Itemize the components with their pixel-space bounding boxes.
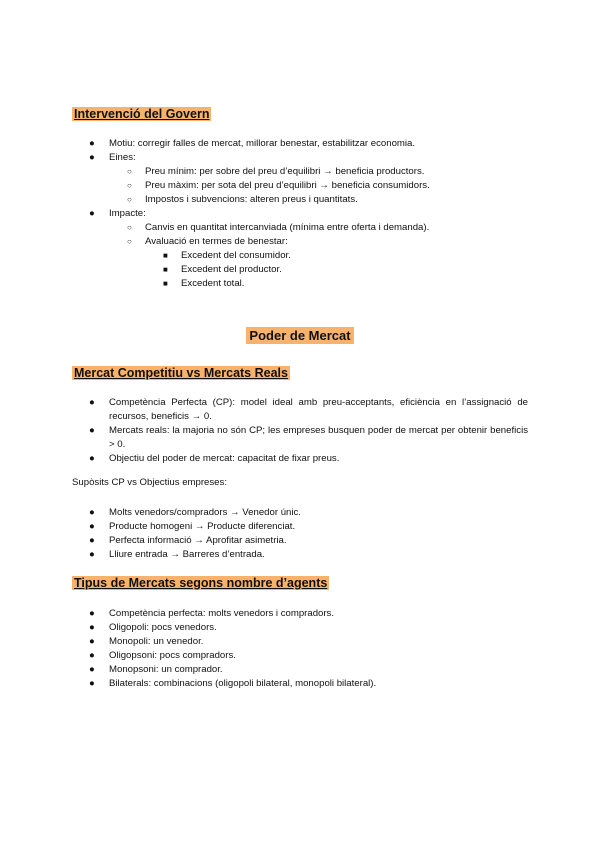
bullet-icon: ● (89, 535, 95, 546)
bullet-icon: ● (89, 664, 95, 675)
list-item: ■ Excedent total. (163, 278, 245, 289)
section-govern (72, 105, 528, 123)
list-item: ● Impacte: (89, 208, 146, 219)
bullet-icon: ● (89, 453, 95, 464)
list-item: ● Bilaterals: combinacions (oligopoli bilateral, monopoli bilateral). (89, 678, 377, 689)
suposits-list (72, 506, 528, 562)
list-item: ● Competència perfecta: molts venedors i compradors. (89, 608, 335, 619)
list-item: ● Perfecta informació → Aprofitar asimetria. (89, 535, 287, 546)
list-item: ● Motiu: corregir falles de mercat, millorar benestar, estabilitzar economia. (89, 138, 416, 149)
bullet-icon: ■ (163, 265, 168, 274)
list-item: ● Competència Perfecta (CP): model ideal amb preu-acceptants, eficiència en l’assignació de recursos, beneficis → 0. (89, 397, 528, 422)
list-item: ● Monopsoni: un comprador. (89, 664, 223, 675)
list-item: ■ Excedent del productor. (163, 264, 282, 275)
list-item: ○ Avaluació en termes de benestar: (127, 236, 288, 247)
bullet-icon: ● (89, 549, 95, 560)
bullet-icon: ● (89, 521, 95, 532)
section-heading-govern: Intervenció del Govern (74, 107, 210, 121)
list-item: ● Oligopsoni: pocs compradors. (89, 650, 236, 661)
list-item: ○ Preu mínim: per sobre del preu d’equilibri → beneficia productors. (127, 166, 425, 177)
tipus-list (72, 607, 528, 691)
list-item: ● Mercats reals: la majoria no són CP; les empreses busquen poder de mercat per obtenir beneficis > 0. (89, 425, 528, 450)
bullet-icon: ● (89, 152, 95, 163)
list-item: ● Molts venedors/compradors → Venedor únic. (89, 507, 301, 518)
bullet-icon: ○ (127, 223, 132, 232)
list-item: ● Producte homogeni → Producte diferenciat. (89, 521, 296, 532)
bullet-icon: ● (89, 650, 95, 661)
section-tipus (72, 574, 528, 592)
competitiu-list (72, 396, 528, 466)
bullet-icon: ● (89, 678, 95, 689)
title-poder-wrap (0, 327, 600, 345)
bullet-icon: ● (89, 608, 95, 619)
list-item: ● Monopoli: un venedor. (89, 636, 204, 647)
section-heading-tipus: Tipus de Mercats segons nombre d’agents (74, 576, 328, 590)
bullet-icon: ■ (163, 251, 168, 260)
list-item: ● Oligopoli: pocs venedors. (89, 622, 217, 633)
bullet-icon: ● (89, 425, 95, 436)
list-item: ● Objectiu del poder de mercat: capacitat de fixar preus. (89, 453, 340, 464)
bullet-icon: ○ (127, 195, 132, 204)
bullet-icon: ● (89, 636, 95, 647)
bullet-icon: ● (89, 622, 95, 633)
bullet-icon: ● (89, 507, 95, 518)
bullet-icon: ■ (163, 279, 168, 288)
bullet-icon: ○ (127, 167, 132, 176)
section-heading-competitiu: Mercat Competitiu vs Mercats Reals (74, 366, 288, 380)
bullet-icon: ● (89, 397, 95, 408)
bullet-icon: ○ (127, 181, 132, 190)
bullet-icon: ○ (127, 237, 132, 246)
list-item: ○ Canvis en quantitat intercanviada (mínima entre oferta i demanda). (127, 222, 430, 233)
section-competitiu (72, 364, 528, 382)
list-item: ○ Preu màxim: per sota del preu d’equilibri → beneficia consumidors. (127, 180, 430, 191)
bullet-icon: ● (89, 208, 95, 219)
paragraph-suposits: Supòsits CP vs Objectius empreses: (72, 477, 227, 488)
list-item: ○ Impostos i subvencions: alteren preus i quantitats. (127, 194, 358, 205)
bullet-icon: ● (89, 138, 95, 149)
list-item: ● Eines: (89, 152, 136, 163)
page-title: Poder de Mercat (246, 327, 353, 344)
govern-list (72, 137, 528, 291)
list-item: ● Lliure entrada → Barreres d’entrada. (89, 549, 265, 560)
list-item: ■ Excedent del consumidor. (163, 250, 291, 261)
